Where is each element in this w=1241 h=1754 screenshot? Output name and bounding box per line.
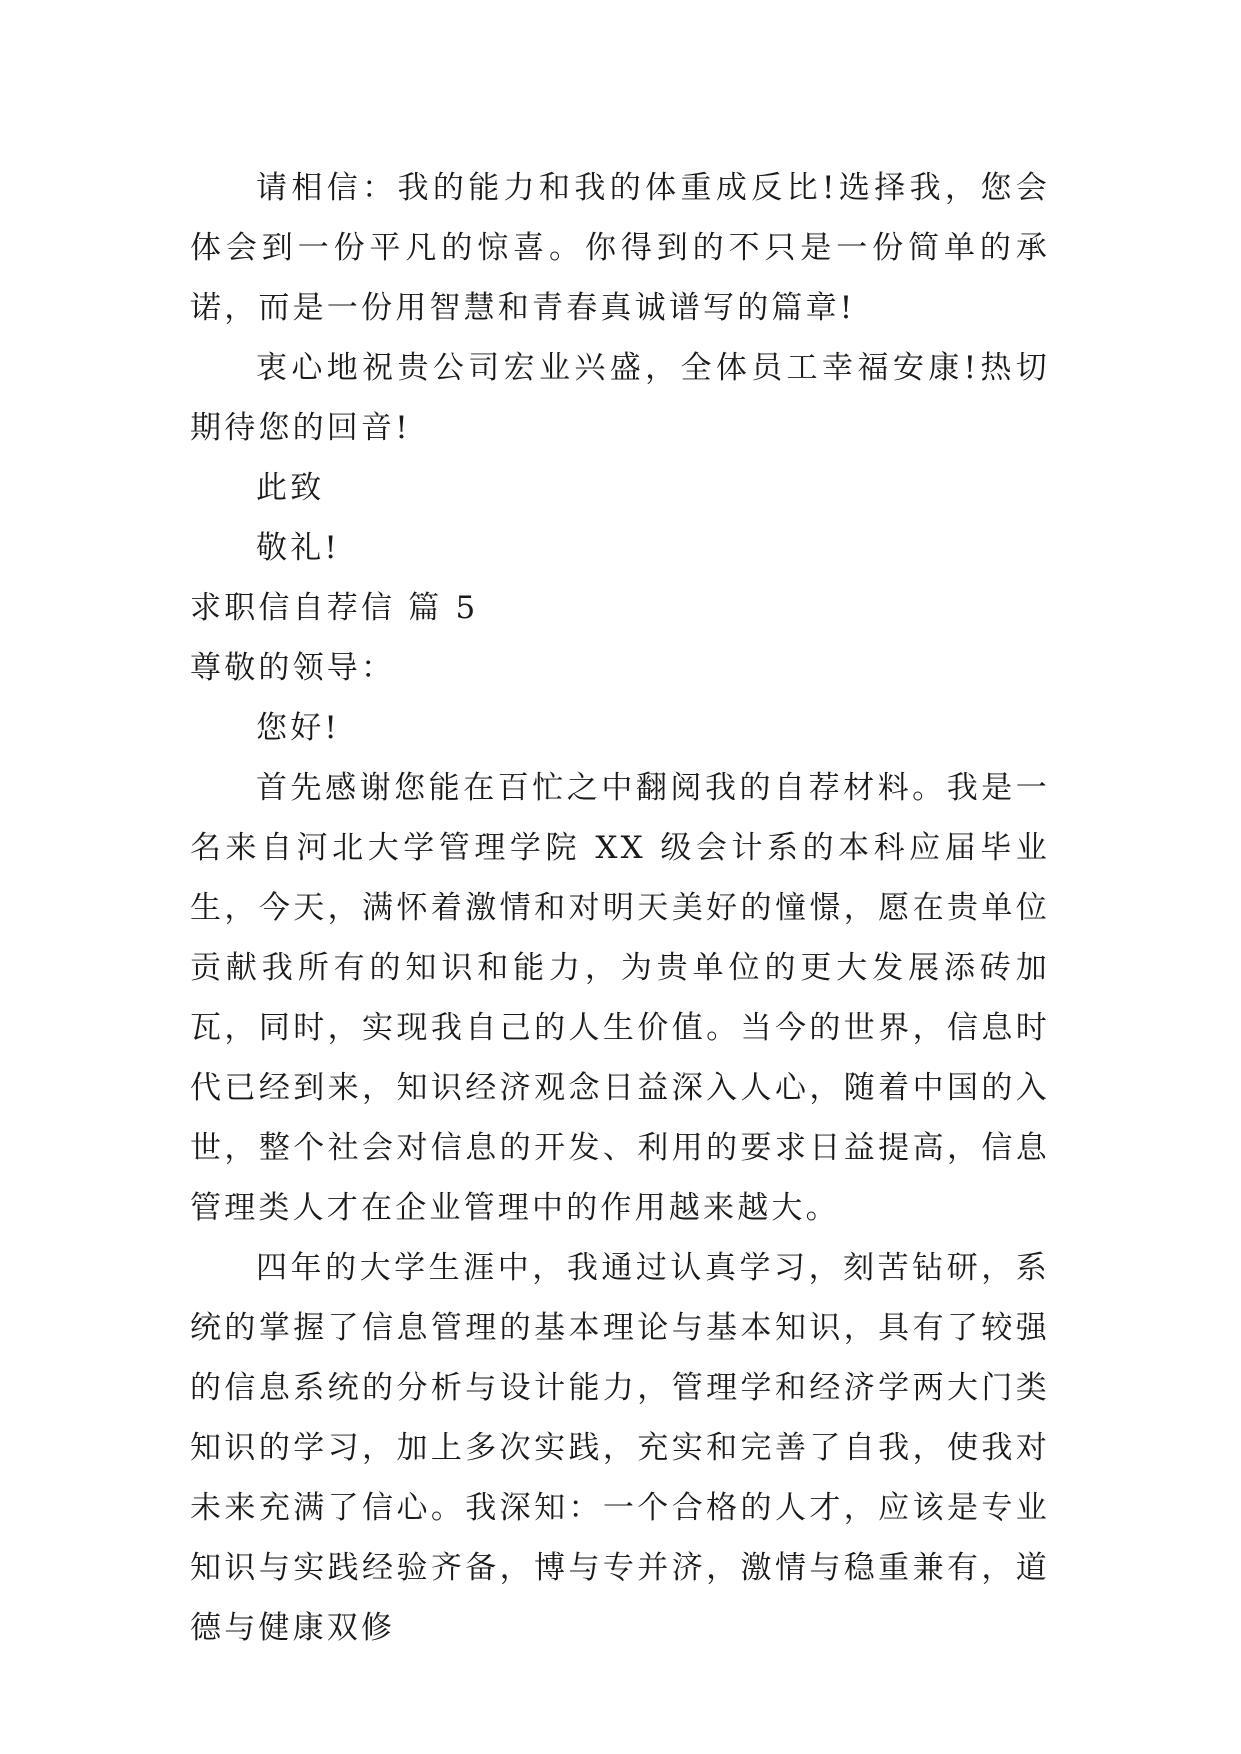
greeting-hello: 您好! [256, 710, 341, 746]
closing-regards: 敬礼! [256, 530, 341, 566]
paragraph-introduction: 首先感谢您能在百忙之中翻阅我的自荐材料。我是一名来自河北大学管理学院 XX 级会计系的本科应届毕业生，今天，满怀着激情和对明天美好的憧憬，愿在贵单位贡献我所有的知识和能力，为贵单位的更大发展添砖加瓦，同时，实现我自己的人生价值。当今的世界，信息时代已经到来，知识经济观念日益深入人心，随着中国的入世，整个社会对信息的开发、利用的要求日益提高，信息管理类人才在企业管理中的作用越来越大。 [190, 770, 1050, 1226]
paragraph-confidence: 请相信：我的能力和我的体重成反比!选择我，您会体会到一份平凡的惊喜。你得到的不只是一份简单的承诺，而是一份用智慧和青春真诚谱写的篇章! [190, 170, 1050, 326]
document-page [190, 158, 1050, 1658]
paragraph-university-experience: 四年的大学生涯中，我通过认真学习，刻苦钻研，系统的掌握了信息管理的基本理论与基本知识，具有了较强的信息系统的分析与设计能力，管理学和经济学两大门类知识的学习，加上多次实践，充实和完善了自我，使我对未来充满了信心。我深知：一个合格的人才，应该是专业知识与实践经验齐备，博与专并济，激情与稳重兼有，道德与健康双修 [190, 1250, 1050, 1646]
greeting-recipient: 尊敬的领导： [190, 650, 396, 686]
section-heading: 求职信自荐信 篇 5 [190, 590, 479, 626]
closing-salutation: 此致 [256, 470, 325, 506]
paragraph-wishes: 衷心地祝贵公司宏业兴盛，全体员工幸福安康!热切期待您的回音! [190, 350, 1050, 446]
